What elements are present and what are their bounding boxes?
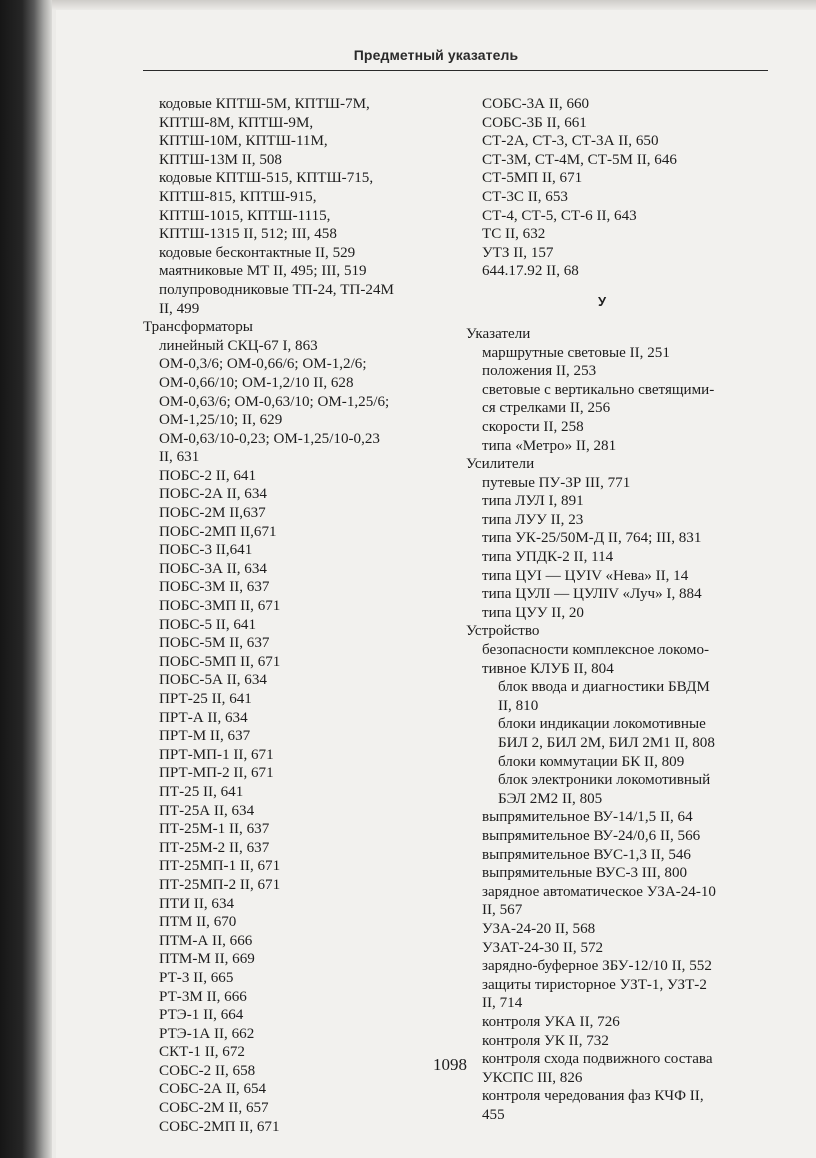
index-subentry: ПОБС-3МП II, 671 xyxy=(159,598,281,615)
index-subentry: ПТ-25МП-2 II, 671 xyxy=(159,876,281,893)
index-subentry: кодовые КПТШ-515, КПТШ-715, xyxy=(159,170,374,187)
index-subentry: ПОБС-5М II, 637 xyxy=(159,635,270,652)
index-subentry: типа ЦУI — ЦУIV «Нева» II, 14 xyxy=(482,567,689,584)
index-subentry: ПОБС-3 II,641 xyxy=(159,542,253,559)
index-column-left xyxy=(143,95,463,1136)
index-subentry: КПТШ-815, КПТШ-915, xyxy=(159,188,317,205)
index-subentry: КПТШ-10М, КПТШ-11М, xyxy=(159,133,328,150)
index-subentry: СТ-5МП II, 671 xyxy=(482,170,583,187)
index-subentry: выпрямительные ВУС-3 III, 800 xyxy=(482,865,688,882)
index-subentry: ПОБС-3М II, 637 xyxy=(159,579,270,596)
index-subentry: типа ЛУЛ I, 891 xyxy=(482,493,584,510)
index-subentry: ТС II, 632 xyxy=(482,226,546,243)
index-subentry: II, 567 xyxy=(482,902,523,919)
index-column-right xyxy=(466,95,766,1124)
index-subentry: КПТШ-13М II, 508 xyxy=(159,151,282,168)
index-subentry: кодовые бесконтактные II, 529 xyxy=(159,244,356,261)
index-subentry: скорости II, 258 xyxy=(482,418,584,435)
index-subentry: путевые ПУ-3Р III, 771 xyxy=(482,474,631,491)
index-subentry: ПОБС-2 II, 641 xyxy=(159,467,257,484)
index-subentry: РТЭ-1 II, 664 xyxy=(159,1007,244,1024)
index-subentry: контроля УК II, 732 xyxy=(482,1032,609,1049)
index-subentry: ПТМ-А II, 666 xyxy=(159,932,253,949)
index-subentry: СТ-3М, СТ-4М, СТ-5М II, 646 xyxy=(482,151,677,168)
index-subentry: ПРТ-А II, 634 xyxy=(159,709,248,726)
running-head: Предметный указатель xyxy=(353,47,519,63)
index-subentry: контроля УКА II, 726 xyxy=(482,1013,620,1030)
index-subsubentry: блоки индикации локомотивные xyxy=(498,716,706,733)
index-subentry: защиты тиристорное УЗТ-1, УЗТ-2 xyxy=(482,976,707,993)
index-subentry: полупроводниковые ТП-24, ТП-24М xyxy=(159,281,394,298)
index-subentry: типа ЛУУ II, 23 xyxy=(482,511,584,528)
index-subentry: РТ-3М II, 666 xyxy=(159,988,247,1005)
index-subsubentry: II, 810 xyxy=(498,697,539,714)
index-subentry: выпрямительное ВУ-24/0,6 II, 566 xyxy=(482,827,701,844)
index-subentry: СОБС-2 II, 658 xyxy=(159,1062,256,1079)
index-subentry: ПРТ-МП-2 II, 671 xyxy=(159,765,274,782)
index-subentry: 644.17.92 II, 68 xyxy=(482,263,579,280)
index-subentry: ПОБС-3А II, 634 xyxy=(159,560,267,577)
index-subentry: УТЗ II, 157 xyxy=(482,244,554,261)
index-subentry: ПТМ-М II, 669 xyxy=(159,951,255,968)
index-subentry: СОБС-2МП II, 671 xyxy=(159,1118,280,1135)
index-subsubentry: БЭЛ 2М2 II, 805 xyxy=(498,790,603,807)
index-subentry: положения II, 253 xyxy=(482,363,597,380)
index-subentry: УКСПС III, 826 xyxy=(482,1069,583,1086)
index-subentry: выпрямительное ВУС-1,3 II, 546 xyxy=(482,846,691,863)
index-subentry: ПОБС-5 II, 641 xyxy=(159,616,257,633)
index-entries-continued xyxy=(466,95,766,281)
index-subentry: СОБС-3А II, 660 xyxy=(482,96,590,112)
index-subsubentry: блоки коммутации БК II, 809 xyxy=(498,753,685,770)
index-subentry: ОМ-0,66/10; ОМ-1,2/10 II, 628 xyxy=(159,374,354,391)
index-subentry: ПТ-25М-2 II, 637 xyxy=(159,839,270,856)
index-subentry: ся стрелками II, 256 xyxy=(482,400,611,417)
index-subentry: ПТМ II, 670 xyxy=(159,914,237,931)
index-subentry: ПТ-25А II, 634 xyxy=(159,802,255,819)
index-subentry: типа «Метро» II, 281 xyxy=(482,437,617,454)
index-subentry: ПОБС-2М II,637 xyxy=(159,505,266,522)
scan-top-edge xyxy=(52,0,816,10)
index-subentry: зарядное автоматическое УЗА-24-10 xyxy=(482,883,716,900)
index-subentry: ПОБС-5МП II, 671 xyxy=(159,653,281,670)
index-subentry: типа ЦУЛI — ЦУЛIV «Луч» I, 884 xyxy=(482,586,702,603)
index-subentry: СТ-2А, СТ-3, СТ-3А II, 650 xyxy=(482,133,659,150)
index-subentry: ПОБС-2А II, 634 xyxy=(159,486,267,503)
index-subentry: КПТШ-1315 II, 512; III, 458 xyxy=(159,226,337,243)
index-subentry: СТ-3С II, 653 xyxy=(482,188,568,205)
index-subentry: ПТИ II, 634 xyxy=(159,895,235,912)
index-subentry: маршрутные световые II, 251 xyxy=(482,344,670,361)
index-subentry: безопасности комплексное локомо- xyxy=(482,642,710,659)
index-subentry: типа УПДК-2 II, 114 xyxy=(482,549,614,566)
index-subentry: контроля чередования фаз КЧФ II, xyxy=(482,1088,704,1105)
index-subentry: выпрямительное ВУ-14/1,5 II, 64 xyxy=(482,809,693,826)
index-subentry: ПТ-25М-1 II, 637 xyxy=(159,821,270,838)
index-subentry: ПРТ-М II, 637 xyxy=(159,728,251,745)
index-subentry: II, 631 xyxy=(159,449,200,466)
index-subentry: РТЭ-1А II, 662 xyxy=(159,1025,255,1042)
index-heading: Усилители xyxy=(466,456,535,473)
index-subentry: 455 xyxy=(482,1106,505,1123)
index-subentry: ОМ-1,25/10; II, 629 xyxy=(159,412,283,429)
index-subentry: ОМ-0,63/10-0,23; ОМ-1,25/10-0,23 xyxy=(159,430,380,447)
index-subentry: ОМ-0,3/6; ОМ-0,66/6; ОМ-1,2/6; xyxy=(159,356,367,373)
index-subentry: СОБС-2М II, 657 xyxy=(159,1100,269,1117)
index-heading: Устройство xyxy=(466,623,540,640)
index-subentry: ПОБС-2МП II,671 xyxy=(159,523,277,540)
index-heading: Трансформаторы xyxy=(143,319,253,336)
index-heading: Указатели xyxy=(466,325,531,342)
header-rule xyxy=(143,70,768,71)
index-subentry: тивное КЛУБ II, 804 xyxy=(482,660,614,677)
index-subentry: зарядно-буферное ЗБУ-12/10 II, 552 xyxy=(482,958,712,975)
index-subentry: кодовые КПТШ-5М, КПТШ-7М, xyxy=(159,96,370,112)
index-subentry: УЗА-24-20 II, 568 xyxy=(482,920,596,937)
index-subentry: СКТ-1 II, 672 xyxy=(159,1044,245,1061)
section-letter: У xyxy=(597,293,607,309)
index-subentry: ПОБС-5А II, 634 xyxy=(159,672,267,689)
index-subsubentry: БИЛ 2, БИЛ 2М, БИЛ 2М1 II, 808 xyxy=(498,735,715,751)
index-subentry: ПРТ-МП-1 II, 671 xyxy=(159,746,274,763)
index-subentry: линейный СКЦ-67 I, 863 xyxy=(159,337,318,354)
index-subentry: ПТ-25МП-1 II, 671 xyxy=(159,858,281,875)
index-subentry: СТ-4, СТ-5, СТ-6 II, 643 xyxy=(482,207,637,224)
index-subentry: ПТ-25 II, 641 xyxy=(159,783,244,800)
index-subentry: контроля схода подвижного состава xyxy=(482,1051,713,1068)
index-subentry: маятниковые МТ II, 495; III, 519 xyxy=(159,263,367,280)
index-subentry: типа ЦУУ II, 20 xyxy=(482,604,584,621)
index-subentry: КПТШ-8М, КПТШ-9М, xyxy=(159,114,314,131)
index-subentry: II, 714 xyxy=(482,995,523,1012)
scan-shadow-edge xyxy=(0,0,52,1158)
index-subentry: РТ-3 II, 665 xyxy=(159,969,234,986)
index-subsubentry: блок ввода и диагностики БВДМ xyxy=(498,679,710,696)
page-number: 1098 xyxy=(433,1055,467,1074)
index-subentry: УЗАТ-24-30 II, 572 xyxy=(482,939,604,956)
index-entries-section-u xyxy=(466,325,766,1125)
index-subentry: СОБС-2А II, 654 xyxy=(159,1081,267,1098)
index-subentry: типа УК-25/50М-Д II, 764; III, 831 xyxy=(482,530,702,547)
index-subentry: ПРТ-25 II, 641 xyxy=(159,691,252,707)
index-subsubentry: блок электроники локомотивный xyxy=(498,772,711,789)
index-subentry: II, 499 xyxy=(159,300,200,317)
index-subentry: ОМ-0,63/6; ОМ-0,63/10; ОМ-1,25/6; xyxy=(159,393,390,410)
index-subentry: СОБС-3Б II, 661 xyxy=(482,114,587,131)
index-subentry: световые с вертикально светящими- xyxy=(482,381,715,398)
index-subentry: КПТШ-1015, КПТШ-1115, xyxy=(159,207,331,224)
